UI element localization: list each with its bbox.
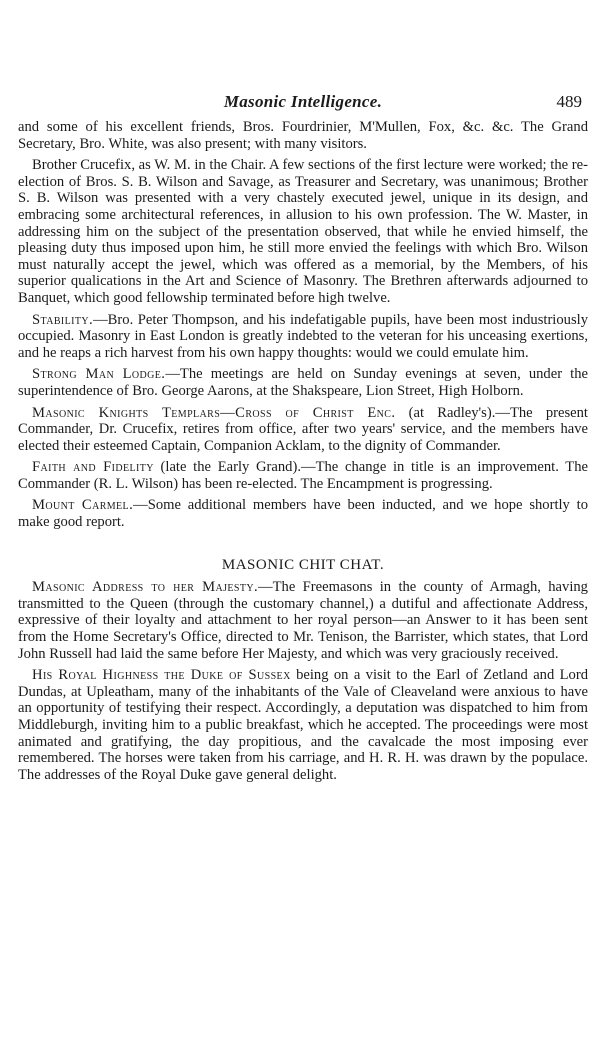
running-head bbox=[18, 88, 588, 118]
paragraph bbox=[18, 119, 588, 152]
paragraph bbox=[18, 579, 588, 662]
paragraph-text: (at Radley's).—The present Commander, Dr. Crucefix, retires from office, after two years' service, and the members have elected their esteemed Captain, Companion Acklam, to the dignity of Commander. bbox=[18, 404, 588, 454]
paragraph-lead: Faith and Fidelity bbox=[32, 459, 154, 476]
paragraph-lead: Masonic Knights Templars—Cross of Christ Enc. bbox=[32, 404, 396, 421]
section-heading: MASONIC CHIT CHAT. bbox=[221, 556, 385, 573]
running-title: Masonic Intelligence. bbox=[223, 92, 383, 111]
paragraph bbox=[18, 157, 588, 306]
paragraph-lead: Mount Carmel. bbox=[32, 497, 134, 514]
paragraph bbox=[18, 667, 588, 783]
paragraph bbox=[18, 497, 588, 530]
paragraph-text: —The meetings are held on Sunday evenings at seven, under the superintendence of Bro. George Aarons, at the Shakspeare, Lion Street, High Holborn. bbox=[18, 366, 588, 399]
paragraph bbox=[18, 366, 588, 399]
paragraph-text: (late the Early Grand).—The change in title is an improvement. The Commander (R. L. Wilson) has been re-elected. The Encampment is progressing. bbox=[18, 459, 588, 492]
paragraph-lead: Strong Man Lodge. bbox=[32, 366, 166, 383]
paragraph-lead: Stability. bbox=[32, 311, 94, 328]
paragraph-lead: His Royal Highness the Duke of Sussex bbox=[32, 667, 291, 684]
paragraph-text: —The Freemasons in the county of Armagh, having transmitted to the Queen (through the customary channel,) a dutiful and affectionate Address, expressive of their loyalty and attachment to her royal person—an Answer to it has been sent from the Home Secretary's Office, directed to Mr. Tenison, the Barrister, which states, that Lord John Russell had laid the same before Her Majesty, and which was very graciously received. bbox=[18, 579, 588, 662]
paragraph bbox=[18, 312, 588, 362]
paragraph-lead: Masonic Address to her Majesty. bbox=[32, 579, 259, 596]
paragraph bbox=[18, 405, 588, 455]
paragraph-text: —Some additional members have been inducted, and we hope shortly to make good report. bbox=[18, 497, 588, 531]
paragraph-text: and some of his excellent friends, Bros. Fourdrinier, M'Mullen, Fox, &c. &c. The Grand Secretary, Bro. White, was also present; with many visitors. bbox=[18, 119, 588, 152]
paragraph-text: being on a visit to the Earl of Zetland and Lord Dundas, at Upleatham, many of the inhabitants of the Vale of Cleaveland were anxious to have an opportunity of testifying their respect. Accordingly, a deputation was dispatched to him from Middleburgh, inviting him to a public breakfast, which he accepted. The proceedings were most animated and gratifying, the day propitious, and the cavalcade the most imposing ever remembered. The horses were taken from his carriage, and H. R. H. was drawn by the populace. The addresses of the Royal Duke gave general delight. bbox=[18, 667, 589, 783]
article-body bbox=[18, 119, 588, 788]
paragraph-text: —Bro. Peter Thompson, and his indefatigable pupils, have been most industriously occupied. Masonry in East London is greatly indebted to the veteran for his unceasing exertions, and he reaps a rich harvest from his own happy thoughts: would we could emulate him. bbox=[18, 311, 588, 361]
page-number: 489 bbox=[556, 92, 582, 111]
paragraph bbox=[18, 459, 588, 492]
paragraph-text: Brother Crucefix, as W. M. in the Chair. A few sections of the first lecture were worked; the re-election of Bros. S. B. Wilson and Savage, as Treasurer and Secretary, was unanimous; Brother S. B. Wilson was presented with a very chastely executed jewel, unique in its design, and embracing some architectural references, in allusion to his own profession. The W. Master, in addressing him on the subject of the presentation observed, that while he envied himself, the pleasing duty thus imposed upon him, he still more envied the feelings with which Bro. Wilson must naturally accept the jewel, which was offered as a memorial, by the Members, of his superior qualications in the Art and Science of Masonry. The Brethren afterwards adjourned to Banquet, which good fellowship terminated before high twelve. bbox=[18, 157, 588, 306]
